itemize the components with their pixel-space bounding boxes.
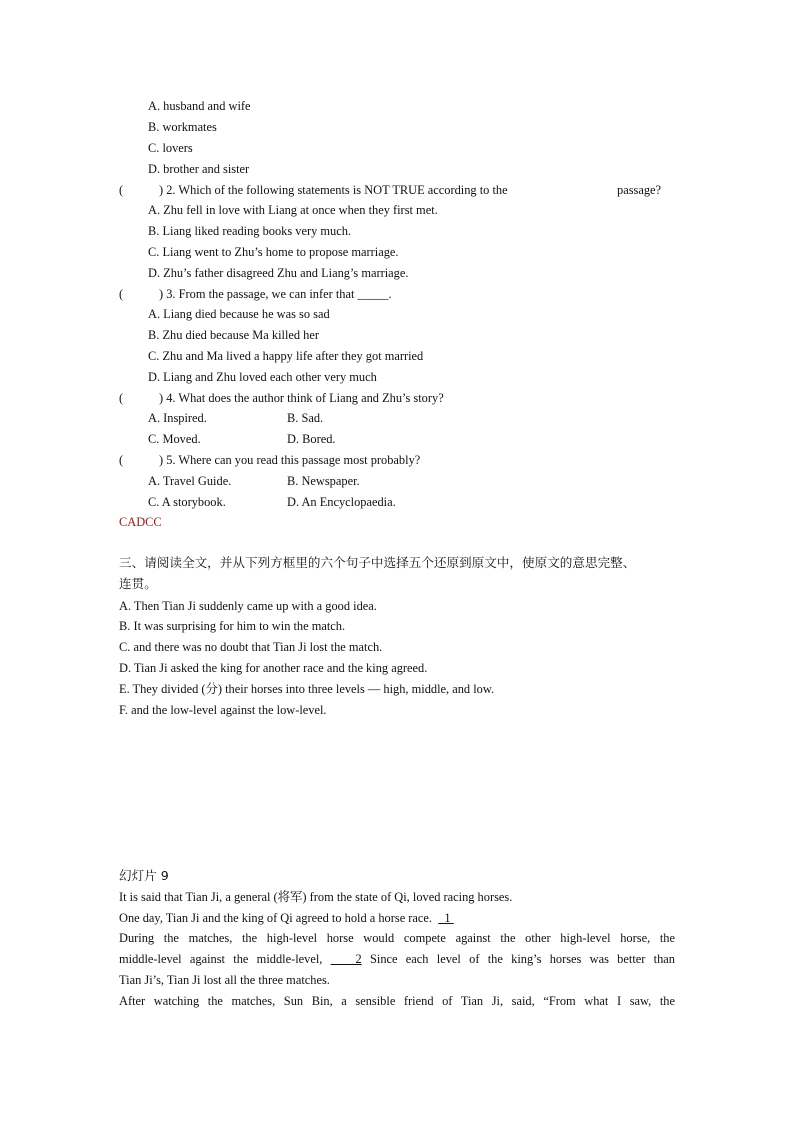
q4-option-b: B. Sad. bbox=[287, 411, 324, 425]
q2-option-a: A. Zhu fell in love with Liang at once when they first met. bbox=[148, 203, 438, 217]
q1-option-c: C. lovers bbox=[148, 141, 193, 155]
q5-option-a: A. Travel Guide. bbox=[148, 474, 232, 488]
q4-option-d: D. Bored. bbox=[287, 432, 336, 446]
blank-2-number: 2 bbox=[355, 952, 362, 966]
q4-option-c: C. Moved. bbox=[148, 432, 201, 446]
slide-paragraph-1: It is said that Tian Ji, a general (将军) from the state of Qi, loved racing horses. bbox=[119, 890, 513, 904]
answer-key: CADCC bbox=[119, 515, 162, 529]
slide-paragraph-2 bbox=[119, 910, 454, 926]
q2-stem: ) 2. Which of the following statements is NOT TRUE according to the bbox=[159, 183, 508, 197]
slide-paragraph-3-line3: Tian Ji’s, Tian Ji lost all the three matches. bbox=[119, 973, 330, 987]
slide-paragraph-3-text-a: middle-level against the middle-level, bbox=[119, 952, 323, 966]
q1-option-b: B. workmates bbox=[148, 120, 217, 134]
slide-paragraph-4-line1: After watching the matches, Sun Bin, a sensible friend of Tian Ji, said, “From what I saw, the bbox=[119, 994, 675, 1008]
q2-stem-end: passage? bbox=[617, 183, 662, 197]
q3-stem: ) 3. From the passage, we can infer that _____. bbox=[159, 287, 392, 301]
q5-option-b: B. Newspaper. bbox=[287, 474, 360, 488]
blank-1 bbox=[438, 911, 454, 925]
blank-2 bbox=[331, 952, 362, 966]
slide-title: 幻灯片 9 bbox=[119, 868, 169, 883]
slide-paragraph-3-line2 bbox=[119, 951, 675, 967]
q4-stem: ) 4. What does the author think of Liang and Zhu’s story? bbox=[159, 391, 444, 405]
slide-paragraph-2-text: One day, Tian Ji and the king of Qi agreed to hold a horse race. bbox=[119, 911, 433, 925]
slide-paragraph-3-line1: During the matches, the high-level horse would compete against the other high-level horse, the bbox=[119, 931, 675, 945]
section3-instruction-line1: 三、请阅读全文，并从下列方框里的六个句子中选择五个还原到原文中，使原文的意思完整、 bbox=[119, 555, 636, 570]
q5-option-c: C. A storybook. bbox=[148, 495, 226, 509]
q4-paren: ( bbox=[119, 391, 124, 405]
q3-option-d: D. Liang and Zhu loved each other very much bbox=[148, 370, 377, 384]
q5-option-d: D. An Encyclopaedia. bbox=[287, 495, 396, 509]
choice-e: E. They divided (分) their horses into three levels — high, middle, and low. bbox=[119, 682, 495, 696]
choice-f: F. and the low-level against the low-level. bbox=[119, 703, 327, 717]
q3-paren: ( bbox=[119, 287, 124, 301]
q2-option-b: B. Liang liked reading books very much. bbox=[148, 224, 352, 238]
q3-option-a: A. Liang died because he was so sad bbox=[148, 307, 330, 321]
q1-option-d: D. brother and sister bbox=[148, 162, 250, 176]
section3-instruction-line2: 连贯。 bbox=[119, 576, 157, 591]
q3-option-c: C. Zhu and Ma lived a happy life after they got married bbox=[148, 349, 424, 363]
q2-option-c: C. Liang went to Zhu’s home to propose marriage. bbox=[148, 245, 399, 259]
choice-b: B. It was surprising for him to win the match. bbox=[119, 619, 346, 633]
slide-paragraph-3-text-b: Since each level of the king’s horses was better than bbox=[370, 952, 675, 966]
choice-a: A. Then Tian Ji suddenly came up with a good idea. bbox=[119, 599, 377, 613]
q1-option-a: A. husband and wife bbox=[148, 99, 251, 113]
blank-1-number: 1 bbox=[444, 911, 451, 925]
q4-option-a: A. Inspired. bbox=[148, 411, 207, 425]
q5-paren: ( bbox=[119, 453, 124, 467]
choice-c: C. and there was no doubt that Tian Ji lost the match. bbox=[119, 640, 383, 654]
q3-option-b: B. Zhu died because Ma killed her bbox=[148, 328, 320, 342]
q2-option-d: D. Zhu’s father disagreed Zhu and Liang’s marriage. bbox=[148, 266, 409, 280]
choice-d: D. Tian Ji asked the king for another race and the king agreed. bbox=[119, 661, 428, 675]
q2-paren: ( bbox=[119, 183, 124, 197]
q5-stem: ) 5. Where can you read this passage most probably? bbox=[159, 453, 421, 467]
